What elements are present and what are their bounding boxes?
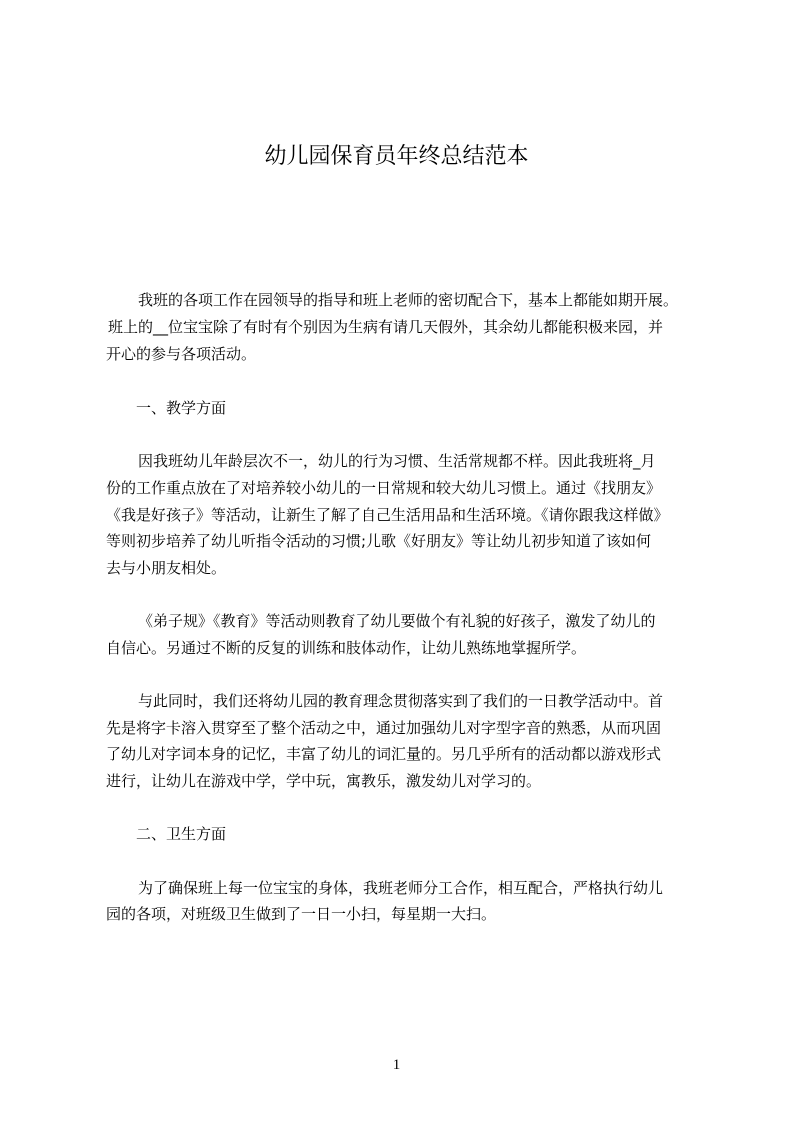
paragraph-1-line-2: 班上的__位宝宝除了有时有个别因为生病有请几天假外，其余幼儿都能积极来园，并 — [108, 318, 664, 336]
page-number: 1 — [392, 1057, 401, 1073]
paragraph-4-line-3: 了幼儿对字词本身的记忆，丰富了幼儿的词汇量的。另几乎所有的活动都以游戏形式 — [106, 745, 662, 763]
paragraph-2-line-5: 去与小朋友相处。 — [106, 559, 227, 577]
paragraph-2-line-1: 因我班幼儿年龄层次不一，幼儿的行为习惯、生活常规都不样。因此我班将_月 — [138, 452, 656, 470]
paragraph-5-line-1: 为了确保班上每一位宝宝的身体，我班老师分工合作，相互配合，严格执行幼儿 — [138, 879, 664, 897]
section-heading-teaching: 一、教学方面 — [136, 399, 227, 417]
paragraph-5-line-2: 园的各项，对班级卫生做到了一日一小扫，每星期一大扫。 — [106, 905, 497, 923]
document-title: 幼儿园保育员年终总结范本 — [264, 144, 529, 169]
paragraph-2-line-4: 等则初步培养了幼儿听指令活动的习惯;儿歌《好朋友》等让幼儿初步知道了该如何 — [106, 532, 652, 550]
section-heading-hygiene: 二、卫生方面 — [136, 825, 227, 843]
paragraph-4-line-2: 先是将字卡溶入贯穿至了整个活动之中，通过加强幼儿对字型字音的熟悉，从而巩固 — [106, 719, 662, 737]
paragraph-1-line-3: 开心的参与各项活动。 — [106, 345, 257, 363]
paragraph-1-line-1: 我班的各项工作在园领导的指导和班上老师的密切配合下，基本上都能如期开展。 — [138, 291, 679, 309]
paragraph-2-line-3: 《我是好孩子》等活动，让新生了解了自己生活用品和生活环境。《请你跟我这样做》 — [106, 506, 669, 524]
paragraph-3-line-1: 《弟子规》《教育》等活动则教育了幼儿要做个有礼貌的好孩子，激发了幼儿的 — [138, 612, 656, 630]
paragraph-2-line-2: 份的工作重点放在了对培养较小幼儿的一日常规和较大幼儿习惯上。通过《找朋友》 — [106, 479, 662, 497]
paragraph-3-line-2: 自信心。另通过不断的反复的训练和肢体动作，让幼儿熟练地掌握所学。 — [106, 639, 587, 657]
paragraph-4-line-4: 进行，让幼儿在游戏中学，学中玩，寓教乐，激发幼儿对学习的。 — [106, 772, 542, 790]
paragraph-4-line-1: 与此同时，我们还将幼儿园的教育理念贯彻落实到了我们的一日教学活动中。首 — [138, 692, 664, 710]
